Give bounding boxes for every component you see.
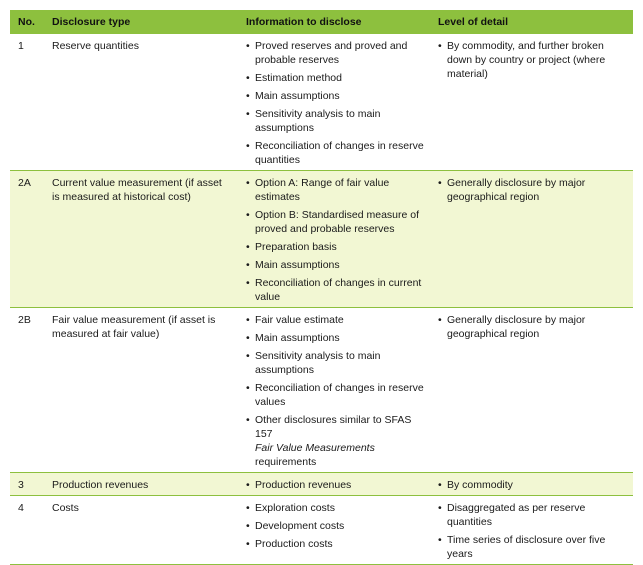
detail-cell — [430, 171, 633, 308]
list-item: • Main assumptions — [246, 89, 424, 103]
information-cell — [238, 34, 430, 171]
list-item: • Preparation basis — [246, 240, 424, 254]
list-item: • Main assumptions — [246, 258, 424, 272]
list-item — [246, 413, 424, 469]
row-number: 1 — [10, 34, 44, 171]
list-item: • Estimation method — [246, 71, 424, 85]
row-number: 3 — [10, 473, 44, 496]
list-item: • Option B: Standardised measure of proved and probable reserves — [246, 208, 424, 236]
disclosure-table — [10, 10, 633, 565]
list-item: • Generally disclosure by major geographical region — [438, 176, 627, 204]
disclosure-type: Costs — [44, 496, 238, 565]
disclosure-type: Current value measurement (if asset is measured at historical cost) — [44, 171, 238, 308]
header-level-of-detail: Level of detail — [430, 10, 633, 34]
row-number: 4 — [10, 496, 44, 565]
information-cell — [238, 308, 430, 473]
list-item: • By commodity — [438, 478, 627, 492]
list-item: • By commodity, and further broken down by country or project (where material) — [438, 39, 627, 81]
information-cell — [238, 496, 430, 565]
row-number: 2A — [10, 171, 44, 308]
disclosure-type: Production revenues — [44, 473, 238, 496]
list-item: • Development costs — [246, 519, 424, 533]
list-item: • Proved reserves and proved and probable reserves — [246, 39, 424, 67]
list-item: • Disaggregated as per reserve quantities — [438, 501, 627, 529]
table-row — [10, 34, 633, 171]
standard-title: Fair Value Measurements — [255, 442, 375, 454]
disclosure-type: Reserve quantities — [44, 34, 238, 171]
header-row — [10, 10, 633, 34]
list-item: • Reconciliation of changes in reserve values — [246, 381, 424, 409]
header-no: No. — [10, 10, 44, 34]
row-number: 2B — [10, 308, 44, 473]
list-item: • Production revenues — [246, 478, 424, 492]
table-row — [10, 308, 633, 473]
detail-cell — [430, 34, 633, 171]
detail-cell — [430, 496, 633, 565]
list-item: • Generally disclosure by major geographical region — [438, 313, 627, 341]
information-cell — [238, 171, 430, 308]
list-item: • Main assumptions — [246, 331, 424, 345]
list-item: • Fair value estimate — [246, 313, 424, 327]
table-row — [10, 496, 633, 565]
information-cell — [238, 473, 430, 496]
table-row — [10, 171, 633, 308]
list-item-text: Other disclosures similar to SFAS 157 — [255, 414, 412, 440]
list-item: • Reconciliation of changes in reserve quantities — [246, 139, 424, 167]
header-information: Information to disclose — [238, 10, 430, 34]
detail-cell — [430, 308, 633, 473]
detail-cell — [430, 473, 633, 496]
list-item: • Option A: Range of fair value estimates — [246, 176, 424, 204]
list-item: • Reconciliation of changes in current value — [246, 276, 424, 304]
list-item-text: requirements — [255, 456, 317, 468]
header-disclosure-type: Disclosure type — [44, 10, 238, 34]
table-row — [10, 473, 633, 496]
list-item: • Sensitivity analysis to main assumptions — [246, 349, 424, 377]
list-item: • Production costs — [246, 537, 424, 551]
list-item: • Exploration costs — [246, 501, 424, 515]
list-item: • Time series of disclosure over five years — [438, 533, 627, 561]
disclosure-type: Fair value measurement (if asset is measured at fair value) — [44, 308, 238, 473]
list-item: • Sensitivity analysis to main assumptions — [246, 107, 424, 135]
